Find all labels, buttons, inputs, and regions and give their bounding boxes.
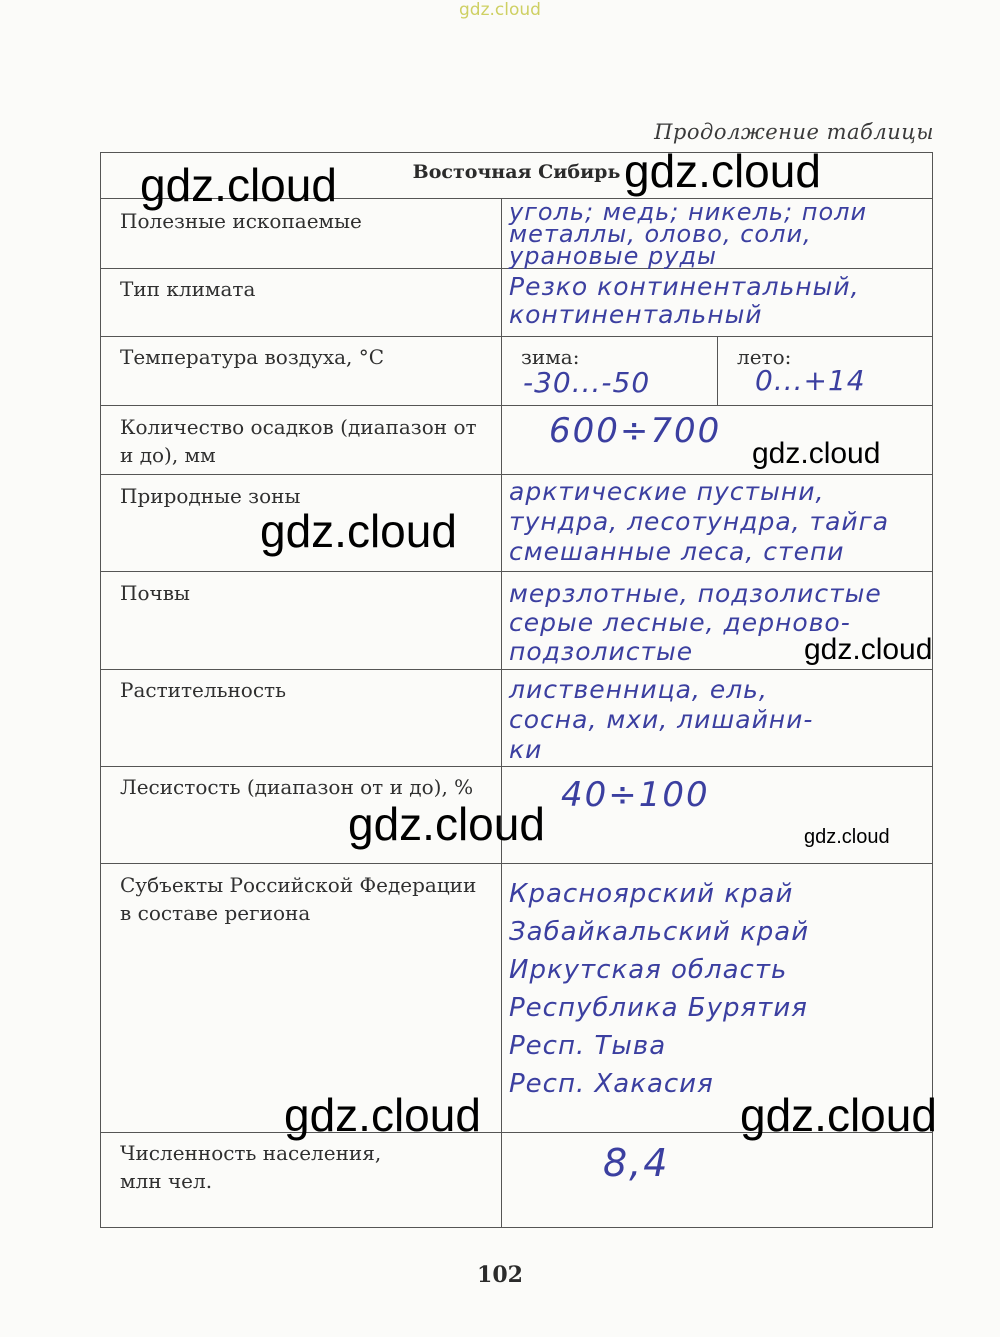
answer-line: уголь; медь; никель; поли bbox=[509, 198, 868, 226]
answer-line: ки bbox=[509, 735, 543, 764]
page-number: 102 bbox=[477, 1262, 523, 1288]
row-label-natural-zones: Природные зоны bbox=[120, 484, 301, 508]
answer-line: Респ. Тыва bbox=[509, 1031, 667, 1061]
temperature-divider bbox=[717, 336, 718, 405]
answer-line: Красноярский край bbox=[509, 879, 794, 909]
answer-line: 40÷100 bbox=[561, 775, 710, 815]
answer-line: континентальный bbox=[509, 300, 763, 329]
answer-line: 8,4 bbox=[603, 1141, 670, 1185]
watermark: gdz.cloud bbox=[752, 437, 881, 470]
summer-label: лето: bbox=[737, 345, 792, 369]
region-table bbox=[100, 152, 933, 1228]
row-label-vegetation: Растительность bbox=[120, 678, 286, 702]
answer-climate bbox=[509, 273, 929, 329]
answer-vegetation bbox=[509, 675, 929, 765]
row-label-precipitation: Количество осадков (диапазон от и до), мм bbox=[120, 415, 477, 467]
column-divider bbox=[501, 198, 502, 1227]
row-label-climate: Тип климата bbox=[120, 277, 256, 301]
watermark: gdz.cloud bbox=[348, 798, 545, 850]
answer-line: 600÷700 bbox=[549, 411, 722, 451]
answer-line: сосна, мхи, лишайни- bbox=[509, 705, 814, 734]
row-divider bbox=[101, 766, 932, 767]
row-divider bbox=[101, 669, 932, 670]
table-continuation-note: Продолжение таблицы bbox=[654, 120, 934, 144]
row-label-minerals: Полезные ископаемые bbox=[120, 209, 362, 233]
answer-line: урановые руды bbox=[509, 242, 717, 270]
answer-line: мерзлотные, подзолистые bbox=[509, 579, 882, 608]
winter-value: -30...-50 bbox=[523, 366, 651, 399]
row-divider bbox=[101, 336, 932, 337]
answer-line: Республика Бурятия bbox=[509, 993, 808, 1023]
watermark: gdz.cloud bbox=[804, 633, 933, 666]
answer-line: лиственница, ель, bbox=[509, 675, 768, 704]
answer-line: серые лесные, дерново- bbox=[509, 608, 851, 637]
watermark: gdz.cloud bbox=[804, 826, 890, 848]
answer-line: металлы, олово, соли, bbox=[509, 220, 812, 248]
row-divider bbox=[101, 474, 932, 475]
row-label-soils: Почвы bbox=[120, 581, 190, 605]
watermark: gdz.cloud bbox=[740, 1089, 937, 1141]
winter-label: зима: bbox=[521, 345, 580, 369]
answer-line: Иркутская область bbox=[509, 955, 788, 985]
answer-minerals bbox=[509, 198, 929, 270]
summer-value: 0...+14 bbox=[755, 364, 866, 397]
table-header: Восточная Сибирь bbox=[412, 161, 621, 183]
answer-federal-subjects bbox=[509, 875, 929, 1103]
answer-line: смешанные леса, степи bbox=[509, 537, 845, 566]
watermark: gdz.cloud bbox=[140, 159, 337, 211]
row-label-temperature: Температура воздуха, °С bbox=[120, 345, 385, 369]
answer-line: арктические пустыни, bbox=[509, 477, 825, 506]
answer-line: Респ. Хакасия bbox=[509, 1069, 714, 1099]
answer-line: подзолистые bbox=[509, 637, 694, 666]
answer-population bbox=[603, 1141, 1000, 1185]
answer-forest-cover bbox=[561, 775, 981, 815]
row-divider bbox=[101, 863, 932, 864]
answer-line: Резко континентальный, bbox=[509, 272, 860, 301]
answer-line: тундра, лесотундра, тайга bbox=[509, 507, 890, 536]
answer-line: Забайкальский край bbox=[509, 917, 810, 947]
row-divider bbox=[101, 405, 932, 406]
watermark: gdz.cloud bbox=[624, 145, 821, 197]
row-label-population: Численность населения, млн чел. bbox=[120, 1141, 382, 1193]
row-divider bbox=[101, 571, 932, 572]
watermark: gdz.cloud bbox=[260, 505, 457, 557]
watermark: gdz.cloud bbox=[284, 1089, 481, 1141]
row-label-federal-subjects: Субъекты Российской Федерации в составе региона bbox=[120, 873, 477, 925]
top-watermark: gdz.cloud bbox=[459, 0, 541, 20]
answer-natural-zones bbox=[509, 477, 929, 567]
row-label-forest-cover: Лесистость (диапазон от и до), % bbox=[120, 775, 474, 799]
